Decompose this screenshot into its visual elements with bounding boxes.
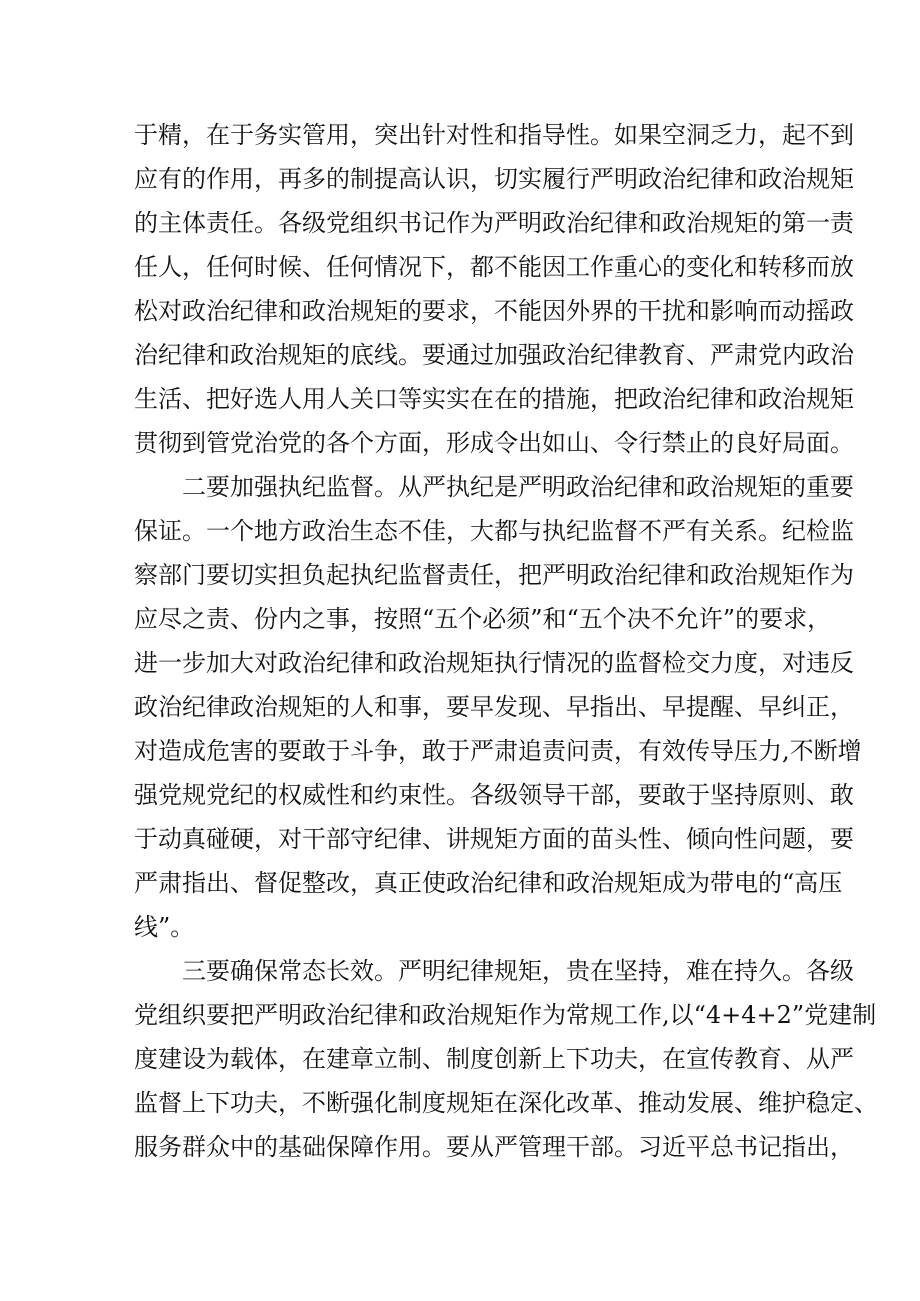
text-line: 的主体责任。各级党组织书记作为严明政治纪律和政治规矩的第一责 xyxy=(134,209,854,237)
text-line: 于精，在于务实管用，突出针对性和指导性。如果空洞乏力，起不到 xyxy=(134,121,854,149)
text-line: 应尽之责、份内之事，按照“五个必须”和“五个决不允许”的要求， xyxy=(134,605,832,633)
text-line: 对造成危害的要敢于斗争，敢于严肃追责问责，有效传导压力,不断增 xyxy=(134,737,862,765)
text-line: 进一步加大对政治纪律和政治规矩执行情况的监督检交力度，对违反 xyxy=(134,649,854,677)
text-line: 三要确保常态长效。严明纪律规矩，贵在坚持，难在持久。各级 xyxy=(182,957,854,985)
text-line: 察部门要切实担负起执纪监督责任，把严明政治纪律和政治规矩作为 xyxy=(134,561,854,589)
text-line: 任人，任何时候、任何情况下，都不能因工作重心的变化和转移而放 xyxy=(134,253,854,281)
text-line: 应有的作用，再多的制提高认识，切实履行严明政治纪律和政治规矩 xyxy=(134,165,854,193)
text-line: 度建设为载体，在建章立制、制度创新上下功夫，在宣传教育、从严 xyxy=(134,1045,854,1073)
text-line: 于动真碰硬，对干部守纪律、讲规矩方面的苗头性、倾向性问题，要 xyxy=(134,825,854,853)
text-line: 贯彻到管党治党的各个方面，形成令出如山、令行禁止的良好局面。 xyxy=(134,429,854,457)
text-line: 生活、把好选人用人关口等实实在在的措施，把政治纪律和政治规矩 xyxy=(134,385,854,413)
text-line: 二要加强执纪监督。从严执纪是严明政治纪律和政治规矩的重要 xyxy=(182,473,854,501)
text-line: 严肃指出、督促整改，真正使政治纪律和政治规矩成为带电的“高压 xyxy=(134,869,843,897)
text-line: 松对政治纪律和政治规矩的要求，不能因外界的干扰和影响而动摇政 xyxy=(134,297,854,325)
text-line: 保证。一个地方政治生态不佳，大都与执纪监督不严有关系。纪检监 xyxy=(134,517,854,545)
text-line: 线”。 xyxy=(134,913,195,941)
text-line: 治纪律和政治规矩的底线。要通过加强政治纪律教育、严肃党内政治 xyxy=(134,341,854,369)
text-line: 服务群众中的基础保障作用。要从严管理干部。习近平总书记指出， xyxy=(134,1133,854,1161)
text-line: 强党规党纪的权威性和约束性。各级领导干部，要敢于坚持原则、敢 xyxy=(134,781,854,809)
text-line: 党组织要把严明政治纪律和政治规矩作为常规工作,以“4+4+2”党建制 xyxy=(134,1001,877,1029)
text-line: 监督上下功夫，不断强化制度规矩在深化改革、推动发展、维护稳定、 xyxy=(134,1089,878,1117)
text-line: 政治纪律政治规矩的人和事，要早发现、早指出、早提醒、早纠正， xyxy=(134,693,854,721)
